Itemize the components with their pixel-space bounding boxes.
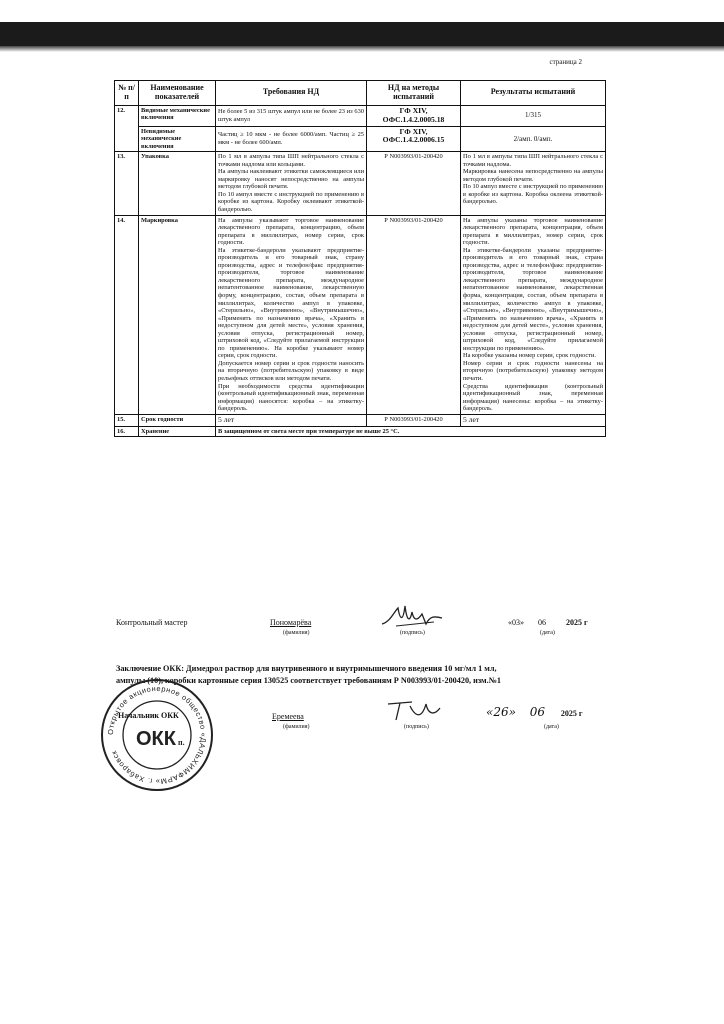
result-paragraph: Средства идентификации (контрольный идентификационный знак, переменная информация) нанесены: коробка – на этикетку-бандероль. — [463, 382, 603, 413]
master-signature-caption: (подпись) — [400, 630, 425, 636]
chief-name: Еремеева — [272, 712, 304, 721]
row-number: 16. — [115, 426, 139, 437]
row-requirement: Частиц ≥ 10 мкм - не более 6000/амп. Частиц ≥ 25 мкм - не более 600/амп. — [216, 126, 367, 152]
master-label: Контрольный мастер — [116, 618, 188, 627]
row-method: ГФ XIV, ОФС.1.4.2.0006.15 — [367, 126, 461, 152]
header-num: № п/п — [115, 81, 139, 106]
requirement-paragraph: Допускается номер серии и срок годности наносить на вторичную (потребительскую) упаковку в виде рельефных оттисков или методом печати. — [218, 359, 364, 382]
table-row — [115, 152, 606, 215]
row-result: 2/амп. 0/амп. — [461, 126, 606, 152]
result-paragraph: На этикетке-бандероли указаны предприятие-производитель и его товарный знак, страна производства, адрес и телефон/факс предприятия-производителя, торговое наименование лекарственного препарата, международное непатентованное наименование, лекарственная форма, концентрация, состав, объем препарата в миллилитрах, количество ампул в упаковке, «Стерильно», «Внутривенно», «Внутримышечно», «Применять по назначению врача», «Хранить в недоступном для детей месте», условия хранения, условия отпуска, регистрационный номер, штриховой код, «Следуйте прилагаемой инструкции по применению». — [463, 246, 603, 352]
row-method: Р N003993/01-200420 — [367, 215, 461, 414]
master-signature-image — [378, 598, 448, 632]
row-number: 13. — [115, 152, 139, 215]
row-result: 1/315 — [461, 105, 606, 126]
row-name: Хранение — [139, 426, 216, 437]
master-date-day: «03» — [508, 618, 524, 627]
row-name: Срок годности — [139, 414, 216, 426]
chief-date-year: 2025 г — [560, 709, 583, 718]
scan-top-border — [0, 22, 724, 46]
row-name: Упаковка — [139, 152, 216, 215]
header-methods: НД на методы испытаний — [367, 81, 461, 106]
page-number: страница 2 — [549, 58, 582, 66]
result-paragraph: На ампулы указаны торговое наименование лекарственного препарата, концентрация, объем препарата в миллилитрах, номер серии, срок годности. — [463, 216, 603, 247]
chief-signature-caption: (подпись) — [404, 724, 429, 730]
table-row — [115, 414, 606, 426]
result-paragraph: Номер серии и срок годности нанесены на вторичную (потребительскую) упаковку методом печати. — [463, 359, 603, 382]
master-date-year: 2025 г — [566, 618, 588, 627]
table-row — [115, 426, 606, 437]
chief-name-caption: (фамилия) — [283, 724, 310, 730]
conclusion-line: ампулы (10), коробки картонные серия 130525 соответствует требованиям Р N003993/01-200420, изм.№1 — [116, 676, 501, 686]
stamp-ring-text: Открытое акционерное общество «ДАЛЬХИМФАРМ» г. Хабаровск — [105, 683, 209, 787]
row-name: Видимые механические включения — [139, 105, 216, 126]
table-row — [115, 215, 606, 414]
stamp-suffix: п. — [178, 738, 185, 747]
row-result — [461, 215, 606, 414]
stamp-center-text: ОКК — [136, 728, 176, 750]
chief-signature-image — [382, 694, 446, 726]
chief-date-caption: (дата) — [544, 724, 559, 730]
row-requirement — [216, 215, 367, 414]
master-date — [508, 618, 588, 627]
row-requirement: Не более 5 из 315 штук ампул или не более 23 из 630 штук ампул — [216, 105, 367, 126]
chief-label: Начальник ОКК — [118, 711, 179, 720]
requirement-paragraph: При необходимости средства идентификации (контрольный идентификационный знак, переменная информация) наносятся: коробка – на этикетку-бандероль. — [218, 382, 364, 413]
header-requirements: Требования НД — [216, 81, 367, 106]
conclusion-line: Заключение ОКК: Димедрол раствор для внутривенного и внутримышечного введения 10 мг/мл 1 мл, — [116, 664, 497, 673]
row-method: ГФ XIV, ОФС.1.4.2.0005.18 — [367, 105, 461, 126]
row-number: 12. — [115, 105, 139, 152]
company-stamp — [98, 676, 216, 794]
header-name: Наименование показателей — [139, 81, 216, 106]
row-method: Р N003993/01-200420 — [367, 414, 461, 426]
result-paragraph: На коробке указаны номер серии, срок годности. — [463, 352, 596, 360]
row-result — [461, 152, 606, 215]
requirement-paragraph: На ампулы наклеивают этикетки самоклеящиеся или маркировку наносят непосредственно на ампулы методом глубокой печати. — [218, 168, 364, 191]
test-results-table — [114, 80, 606, 437]
result-paragraph: По 10 ампул вместе с инструкцией по применению в коробке из картона. Коробка оклеена этикеткой-бандеролью. — [463, 183, 603, 206]
row-requirement: 5 лет — [216, 414, 367, 426]
requirement-paragraph: По 1 мл в ампулы типа ШП нейтрального стекла с точками надлома или кольцами. — [218, 153, 364, 168]
row-name: Невидимые механические включения — [139, 126, 216, 152]
table-row — [115, 126, 606, 152]
master-name-caption: (фамилия) — [283, 630, 310, 636]
master-name: Пономарёва — [270, 618, 312, 627]
row-name: Маркировка — [139, 215, 216, 414]
scan-top-shadow — [0, 46, 724, 52]
header-results: Результаты испытаний — [461, 81, 606, 106]
requirement-paragraph: На ампулы указывают торговое наименование лекарственного препарата, концентрацию, объем препарата в миллилитрах, номер серии, срок годности. — [218, 216, 364, 247]
requirement-paragraph: На этикетке-бандероли указывают предприятие-производитель и его товарный знак, страну производства, адрес и телефон/факс предприятия-производителя, торговое наименование лекарственного препарата, международное непатентованное наименование, лекарственную форму, концентрацию, состав, объем препарата в миллилитрах, количество ампул в упаковке, «Стерильно», «Внутривенно», «Внутримышечно», «Применять по назначению врача», «Хранить в недоступном для детей месте», условия хранения, условия отпуска, регистрационный номер, штриховой код, «Следуйте прилагаемой инструкции по применению». На коробке указывают номер серии, срок годности. — [218, 246, 364, 360]
result-paragraph: По 1 мл в ампулы типа ШП нейтрального стекла с точками надлома. — [463, 153, 603, 168]
result-paragraph: Маркировка нанесена непосредственно на ампулы методом глубокой печати. — [463, 168, 603, 183]
chief-date — [486, 705, 583, 719]
chief-date-month: 06 — [529, 705, 546, 719]
row-result: 5 лет — [461, 414, 606, 426]
requirement-paragraph: По 10 ампул вместе с инструкцией по применению в коробке из картона. Коробку оклеивают этикеткой-бандеролью. — [218, 190, 364, 213]
chief-date-day: «26» — [486, 705, 516, 719]
master-date-caption: (дата) — [540, 630, 555, 636]
row-requirement: В защищенном от света месте при температуре не выше 25 °С. — [216, 426, 606, 437]
master-date-month: 06 — [538, 618, 546, 627]
row-number: 15. — [115, 414, 139, 426]
row-method: Р N003993/01-200420 — [367, 152, 461, 215]
row-requirement — [216, 152, 367, 215]
table-header-row — [115, 81, 606, 106]
row-number: 14. — [115, 215, 139, 414]
table-row — [115, 105, 606, 126]
